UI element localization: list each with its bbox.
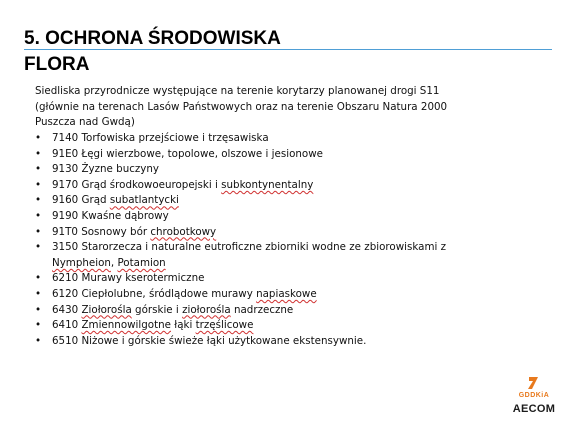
list-item bbox=[35, 147, 505, 163]
habitat-text-flagged: Zmiennowilgotne bbox=[81, 319, 171, 332]
habitat-text: 6410 bbox=[52, 319, 82, 332]
habitat-text-flagged: Ziołorośla bbox=[81, 303, 132, 316]
list-item bbox=[35, 131, 505, 147]
habitat-text: 6510 Niżowe i górskie świeże łąki użytkowane ekstensywnie. bbox=[52, 334, 367, 347]
bullet-icon: • bbox=[35, 334, 42, 347]
list-item bbox=[35, 209, 505, 225]
list-item bbox=[35, 271, 505, 287]
list-item bbox=[35, 287, 505, 303]
habitat-text: 3150 Starorzecza i naturalne eutroficzne zbiorniki wodne ze zbiorowiskami z bbox=[52, 241, 447, 254]
habitat-text-flagged: Nympheion bbox=[52, 256, 111, 269]
habitat-text: nadrzeczne bbox=[230, 303, 294, 316]
habitat-text-flagged: ziołorośla bbox=[182, 303, 231, 316]
gddkia-road-icon bbox=[526, 376, 540, 390]
intro-line: Siedliska przyrodnicze występujące na terenie korytarzy planowanej drogi S11 bbox=[35, 85, 440, 97]
habitat-text-separator: , bbox=[110, 256, 118, 269]
section-heading bbox=[24, 28, 281, 50]
list-item bbox=[35, 318, 505, 334]
habitat-text: górskie i bbox=[131, 303, 183, 316]
habitat-text: 91T0 Sosnowy bór bbox=[52, 225, 151, 238]
habitat-text: łąki bbox=[171, 319, 196, 332]
list-item bbox=[35, 240, 505, 271]
list-item bbox=[35, 334, 505, 350]
bullet-icon: • bbox=[35, 241, 42, 254]
bullet-icon: • bbox=[35, 225, 42, 238]
habitat-text: 6120 Ciepłolubne, śródlądowe murawy bbox=[52, 287, 257, 300]
bullet-icon: • bbox=[35, 163, 42, 176]
list-item bbox=[35, 162, 505, 178]
bullet-icon: • bbox=[35, 209, 42, 222]
list-item bbox=[35, 225, 505, 241]
habitat-text-flagged: Potamion bbox=[117, 256, 166, 269]
bullet-icon: • bbox=[35, 272, 42, 285]
bullet-icon: • bbox=[35, 303, 42, 316]
habitat-text: 9160 Grąd bbox=[52, 194, 110, 207]
habitat-text: 6210 Murawy kserotermiczne bbox=[52, 272, 205, 285]
habitat-text: 6430 bbox=[52, 303, 82, 316]
habitat-text-flagged: subkontynentalny bbox=[221, 178, 314, 191]
section-title: 5. OCHRONA ŚRODOWISKA bbox=[24, 28, 281, 49]
intro-line: (głównie na terenach Lasów Państwowych oraz na terenie Obszaru Natura 2000 bbox=[35, 100, 448, 113]
habitat-list bbox=[35, 131, 505, 349]
bullet-icon: • bbox=[35, 287, 42, 300]
habitat-text: 9130 Żyzne buczyny bbox=[52, 163, 160, 176]
bullet-icon: • bbox=[35, 194, 42, 207]
habitat-text: 91E0 Łęgi wierzbowe, topolowe, olszowe i jesionowe bbox=[52, 147, 323, 160]
logo-gddkia-text: GDDKiA bbox=[518, 392, 550, 399]
intro-line: Puszcza nad Gwdą) bbox=[35, 116, 135, 129]
bullet-icon: • bbox=[35, 178, 42, 191]
list-item bbox=[35, 303, 505, 319]
list-item bbox=[35, 193, 505, 209]
logo-aecom-text: AECOM bbox=[512, 403, 556, 415]
heading-divider bbox=[24, 49, 552, 50]
bullet-icon: • bbox=[35, 147, 42, 160]
habitat-text: 9190 Kwaśne dąbrowy bbox=[52, 209, 169, 222]
habitat-text: 7140 Torfowiska przejściowe i trzęsawiska bbox=[52, 132, 269, 144]
list-item bbox=[35, 178, 505, 194]
bullet-icon: • bbox=[35, 132, 42, 144]
habitat-text-continuation bbox=[52, 256, 505, 272]
habitat-text-flagged: napiaskowe bbox=[256, 287, 317, 300]
slide-subtitle: FLORA bbox=[24, 54, 90, 75]
bullet-icon: • bbox=[35, 319, 42, 332]
intro-paragraph bbox=[35, 84, 495, 131]
gddkia-aecom-logo bbox=[504, 376, 564, 424]
habitat-text: 9170 Grąd środkowoeuropejski i bbox=[52, 178, 222, 191]
habitat-text-flagged: subatlantycki bbox=[109, 194, 179, 207]
habitat-text-flagged: chrobotkowy bbox=[150, 225, 217, 238]
habitat-text-flagged: trzęślicowe bbox=[195, 319, 254, 332]
